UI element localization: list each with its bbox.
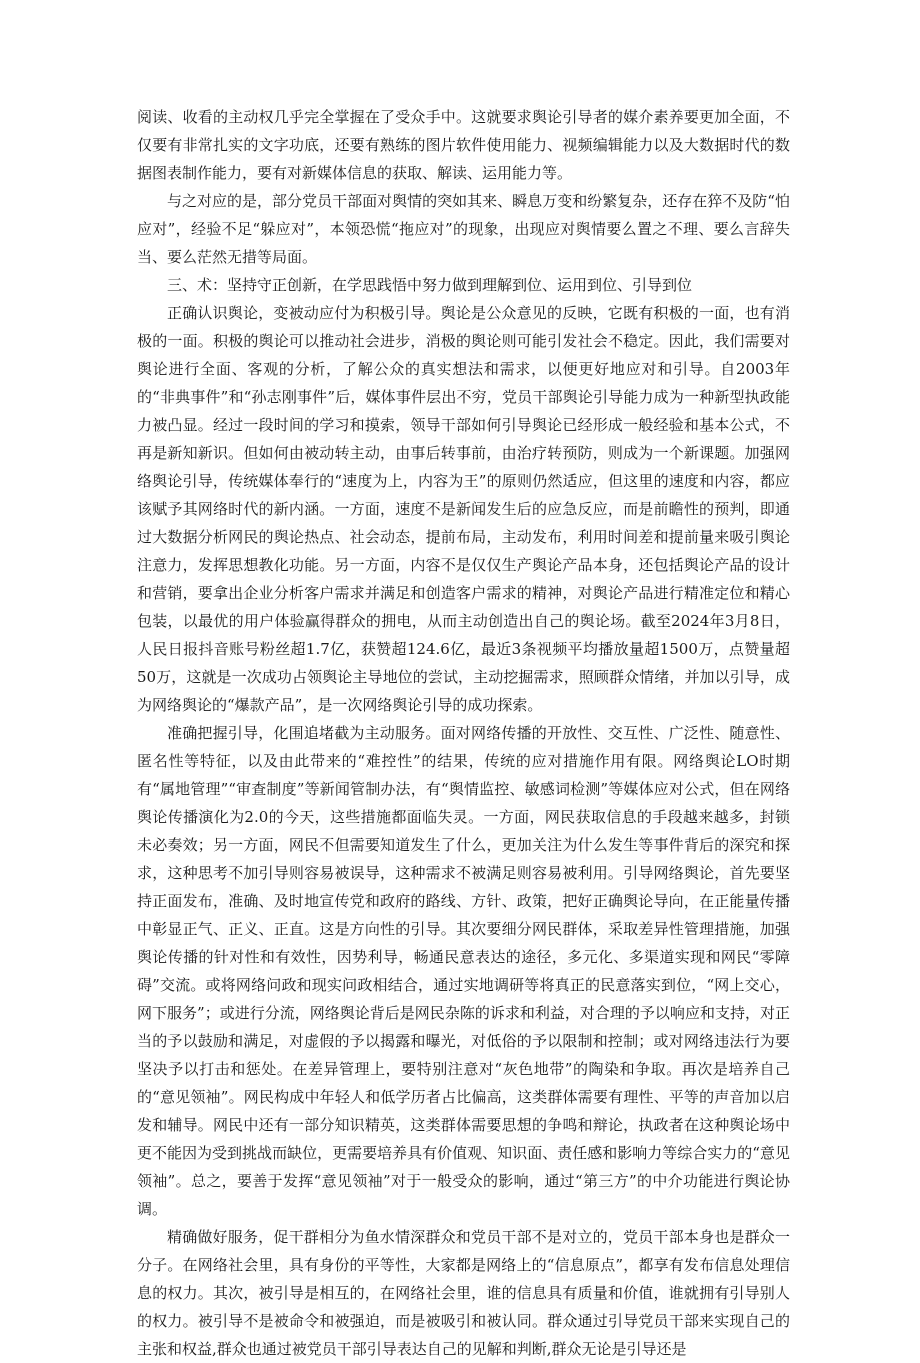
paragraph-body: 正确认识舆论，变被动应付为积极引导。舆论是公众意见的反映，它既有积极的一面，也有消极的一面。积极的舆论可以推动社会进步，消极的舆论则可能引发社会不稳定。因此，我们需要对舆论进行全面、客观的分析，了解公众的真实想法和需求，以便更好地应对和引导。自2003年的“非典事件”和“孙志刚事件”后，媒体事件层出不穷，党员干部舆论引导能力成为一种新型执政能力被凸显。经过一段时间的学习和摸索，领导干部如何引导舆论已经形成一般经验和基本公式，不再是新知新识。但如何由被动转主动，由事后转事前，由治疗转预防，则成为一个新课题。加强网络舆论引导，传统媒体奉行的“速度为上，内容为王”的原则仍然适应，但这里的速度和内容，都应该赋予其网络时代的新内涵。一方面，速度不是新闻发生后的应急反应，而是前瞻性的预判，即通过大数据分析网民的舆论热点、社会动态，提前布局，主动发布，利用时间差和提前量来吸引舆论注意力，发挥思想教化功能。另一方面，内容不是仅仅生产舆论产品本身，还包括舆论产品的设计和营销，要拿出企业分析客户需求并满足和创造客户需求的精神，对舆论产品进行精准定位和精心包装，以最优的用户体验赢得群众的拥电，从而主动创造出自己的舆论场。截至2024年3月8日，人民日报抖音账号粉丝超1.7亿，获赞超124.6亿，最近3条视频平均播放量超1500万，点赞量超50万，这就是一次成功占领舆论主导地位的尝试，主动挖掘需求，照顾群众情绪，并加以引导，成为网络舆论的“爆款产品”，是一次网络舆论引导的成功探索。 [137,304,790,714]
paragraph-body: 精确做好服务，促干群相分为鱼水情深群众和党员干部不是对立的，党员干部本身也是群众一分子。在网络社会里，具有身份的平等性，大家都是网络上的“信息原点”，都享有发布信息处理信息的权力。其次，被引导是相互的，在网络社会里，谁的信息具有质量和价值，谁就拥有引导别人的权力。被引导不是被命令和被强迫，而是被吸引和被认同。群众通过引导党员干部来实现自己的主张和权益,群众也通过被党员干部引导表达自己的见解和判断,群众无论是引导还是 [137,1228,790,1358]
paragraph-continued: 阅读、收看的主动权几乎完全掌握在了受众手中。这就要求舆论引导者的媒介素养要更加全面，不仅要有非常扎实的文字功底，还要有熟练的图片软件使用能力、视频编辑能力以及大数据时代的数据图表制作能力，要有对新媒体信息的获取、解读、运用能力等。 [137,108,790,182]
document-page [137,103,790,1363]
section-heading: 三、术：坚持守正创新，在学思践悟中努力做到理解到位、运用到位、引导到位 [167,276,693,294]
paragraph-body: 准确把握引导，化围追堵截为主动服务。面对网络传播的开放性、交互性、广泛性、随意性、匿名性等特征，以及由此带来的“难控性”的结果，传统的应对措施作用有限。网络舆论LO时期有“属地管理”“审查制度”等新闻管制办法，有“舆情监控、敏感词检测”等媒体应对公式，但在网络舆论传播演化为2.0的今天，这些措施都面临失灵。一方面，网民获取信息的手段越来越多，封锁未必奏效；另一方面，网民不但需要知道发生了什么，更加关注为什么发生等事件背后的深究和探求，这种思考不加引导则容易被误导，这种需求不被满足则容易被利用。引导网络舆论，首先要坚持正面发布，准确、及时地宣传党和政府的路线、方针、政策，把好正确舆论导向，在正能量传播中彰显正气、正义、正直。这是方向性的引导。其次要细分网民群体，采取差异性管理措施，加强舆论传播的针对性和有效性，因势利导，畅通民意表达的途径，多元化、多渠道实现和网民“零障碍”交流。或将网络问政和现实问政相结合，通过实地调研等将真正的民意落实到位，“网上交心，网下服务”；或进行分流，网络舆论背后是网民杂陈的诉求和利益，对合理的予以响应和支持，对正当的予以鼓励和满足，对虚假的予以揭露和曝光，对低俗的予以限制和控制；或对网络违法行为要坚决予以打击和惩处。在差异管理上，要特别注意对“灰色地带”的陶染和争取。再次是培养自己的“意见领袖”。网民构成中年轻人和低学历者占比偏高，这类群体需要有理性、平等的声音加以启发和辅导。网民中还有一部分知识精英，这类群体需要思想的争鸣和辩论，执政者在这种舆论场中更不能因为受到挑战而缺位，更需要培养具有价值观、知识面、责任感和影响力等综合实力的“意见领袖”。总之，要善于发挥“意见领袖”对于一般受众的影响，通过“第三方”的中介功能进行舆论协调。 [137,724,790,1218]
paragraph-body: 与之对应的是，部分党员干部面对舆情的突如其来、瞬息万变和纷繁复杂，还存在猝不及防“怕应对”，经验不足“躲应对”，本领恐慌“拖应对”的现象，出现应对舆情要么置之不理、要么言辞失当、要么茫然无措等局面。 [137,192,790,266]
